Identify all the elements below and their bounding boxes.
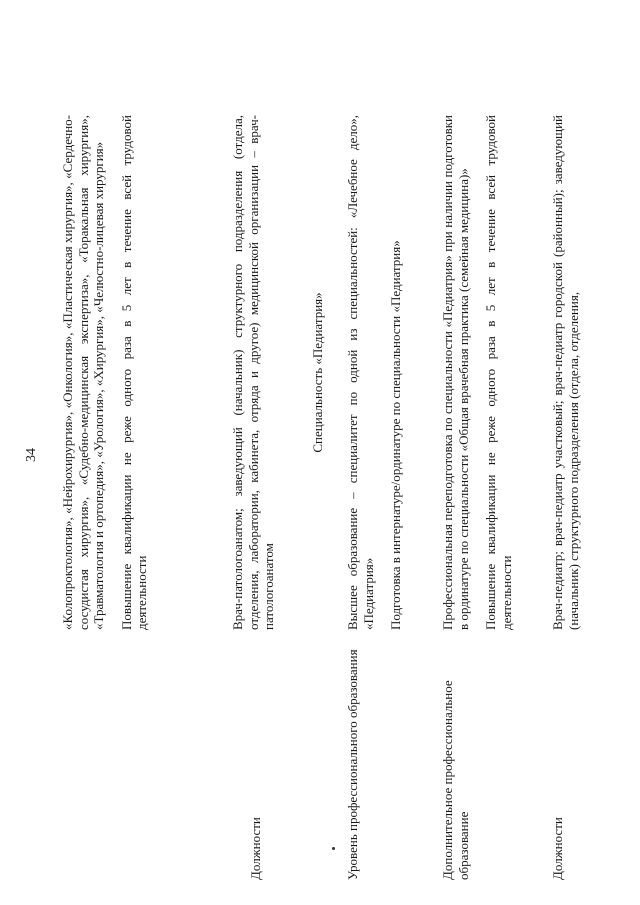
- continuation-cell: [60, 115, 162, 630]
- education-label: Уровень профессионального образования: [345, 649, 360, 880]
- additional-education-cell: [440, 115, 526, 630]
- qualification-text: Повышение квалификации не реже одного раза в 5 лет в течение всей трудовой деятельности: [118, 115, 149, 630]
- positions-label-2: Должности: [550, 817, 565, 880]
- positions-cell: [230, 115, 289, 630]
- specialties-list-text: «Колопроктология», «Нейрохирургия», «Онкология», «Пластическая хирургия», «Сердечно-сосудистая хирургия», «Судебно-медицинская экспертиза», «Торакальная хирургия», «Травматология и ортопедия», «Урология», «Хирургия», «Челюстно-лицевая хирургия»: [60, 115, 106, 630]
- additional-education-text-2: Повышение квалификации не реже одного раза в 5 лет в течение всей трудовой деятельности: [483, 115, 514, 630]
- education-cell: [345, 115, 416, 630]
- rotated-content: [20, 30, 580, 880]
- positions-text-2: Врач-педиатр; врач-педиатр участковый; врач-педиатр городской (районный); заведующий (начальник) структурного подразделения (отдела, отделения,: [550, 115, 581, 630]
- specialty-heading: Специальность «Педиатрия»: [310, 292, 325, 453]
- positions-cell-2: [550, 115, 593, 630]
- additional-education-text-1: Профессиональная переподготовка по специальности «Педиатрия» при наличии подготовки в ординатуре по специальности «Общая врачебная практика (семейная медицина)»: [440, 115, 471, 630]
- positions-label: Должности: [248, 817, 263, 880]
- education-text-1: Высшее образование – специалитет по одной из специальностей: «Лечебное дело», «Педиатрия»: [345, 115, 376, 630]
- positions-text: Врач-патологоанатом; заведующий (начальник) структурного подразделения (отдела, отделения, лаборатории, кабинета, отряда и другое) медицинской организации – врач-патологоанатом: [230, 115, 276, 630]
- page-number: 34: [24, 448, 39, 462]
- additional-education-label: Дополнительное профессиональное образование: [440, 680, 471, 880]
- scan-speck: [332, 847, 335, 850]
- education-text-2: Подготовка в интернатуре/ординатуре по специальности «Педиатрия»: [388, 240, 403, 630]
